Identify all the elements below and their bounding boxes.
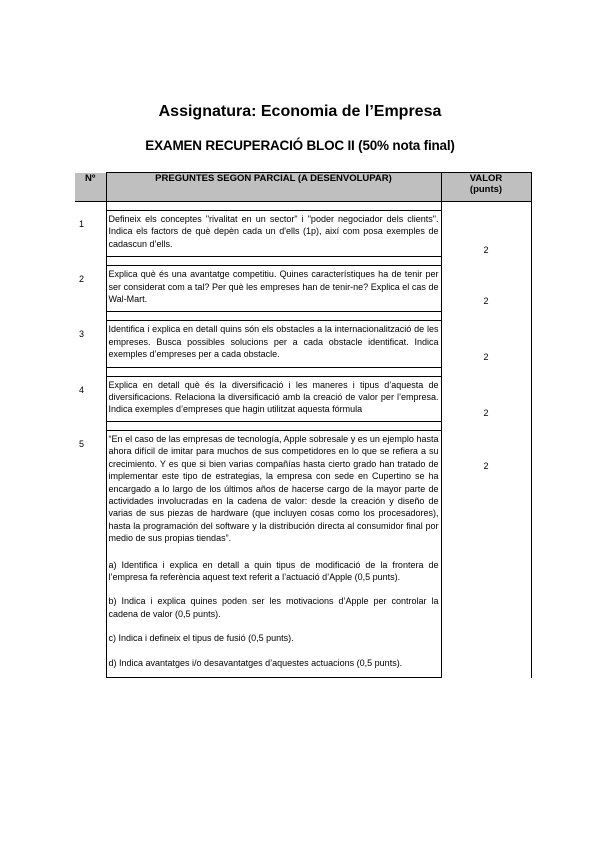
question-cell xyxy=(106,376,441,422)
header-value: VALOR (punts) xyxy=(441,173,531,202)
question-value: 2 xyxy=(441,320,531,367)
question-cell xyxy=(106,210,441,257)
question-quote: “En el caso de las empresas de tecnología, Apple sobresale y es un ejemplo hasta ahora difícil de imitar para muchos de sus competidores en lo que se refiera a su crecimiento. Y es que si bien varias compañías hasta cierto grado han tratado de implementar este tipo de estrategias, la empresa con sede en Cupertino se ha encargado a lo largo de los últimos años de hacerse cargo de la mayor parte de actividades involucradas en la cadena de valor: desde la creación y diseño de varias de sus piezas de hardware (que incluyen cosas como los procesadores), hasta la programación del software y la distribución directa al consumidor final por medio de sus propias tiendas”. xyxy=(108,433,439,544)
question-box xyxy=(107,430,441,678)
sub-question-b: b) Indica i explica quines poden ser les motivacions d’Apple per controlar la cadena de valor (0,5 punts). xyxy=(108,596,439,619)
question-cell xyxy=(106,430,441,678)
question-number: 5 xyxy=(79,438,85,449)
question-number: 1 xyxy=(79,219,85,229)
question-number: 3 xyxy=(79,329,85,340)
questions-table xyxy=(75,172,532,678)
question-value: 2 xyxy=(441,376,531,422)
header-questions: PREGUNTES SEGON PARCIAL (A DESENVOLUPAR) xyxy=(106,173,441,202)
table-row xyxy=(75,320,531,367)
question-value: 2 xyxy=(441,210,531,257)
question-number: 2 xyxy=(79,274,85,285)
question-text: Explica en detall què és la diversificació i les maneres i tipus d’aquesta de diversificacions. Relaciona la diversificació amb la creació de valor per l’empresa. Indica exemples d’empreses que hagin utilitzat aquesta fórmula xyxy=(107,376,441,422)
subject-title: Assignatura: Economia de l’Empresa xyxy=(158,103,442,120)
table-row xyxy=(75,210,531,257)
table-row xyxy=(75,265,531,312)
question-value: 2 xyxy=(441,430,531,678)
sub-question-c: c) Indica i defineix el tipus de fusió (0,5 punts). xyxy=(108,633,294,644)
sub-question-a: a) Identifica i explica en detall a quin tipus de modificació de la frontera de l’empresa fa referència aquest text referit a l’actuació d’Apple (0,5 punts). xyxy=(108,559,439,582)
question-text: Defineix els conceptes "rivalitat en un sector" i "poder negociador dels clients". Indica els factors de què depèn cada un d'ells (1p), així com posa exemples de cadascun d’ells. xyxy=(107,210,441,257)
table-row xyxy=(75,376,531,422)
table-row xyxy=(75,430,531,678)
question-value: 2 xyxy=(441,265,531,312)
question-cell xyxy=(106,265,441,312)
sub-question-d: d) Indica avantatges i/o desavantatges d’aquestes actuacions (0,5 punts). xyxy=(108,657,403,668)
question-text: Identifica i explica en detall quins són els obstacles a la internacionalització de les empreses. Busca possibles solucions per a cada obstacle identificat. Indica exemples d’empreses per a cada obstacle. xyxy=(107,320,441,367)
header-number: Nº xyxy=(75,173,106,202)
table-header-row xyxy=(75,173,531,202)
exam-title: EXAMEN RECUPERACIÓ BLOC II (50% nota final) xyxy=(145,138,455,153)
question-text: Explica què és una avantatge competitiu. Quines característiques ha de tenir per ser considerat com a tal? Per què les empreses han de tenir-ne? Explica el cas de Wal-Mart. xyxy=(107,265,441,312)
question-cell xyxy=(106,320,441,367)
question-number: 4 xyxy=(79,384,85,395)
